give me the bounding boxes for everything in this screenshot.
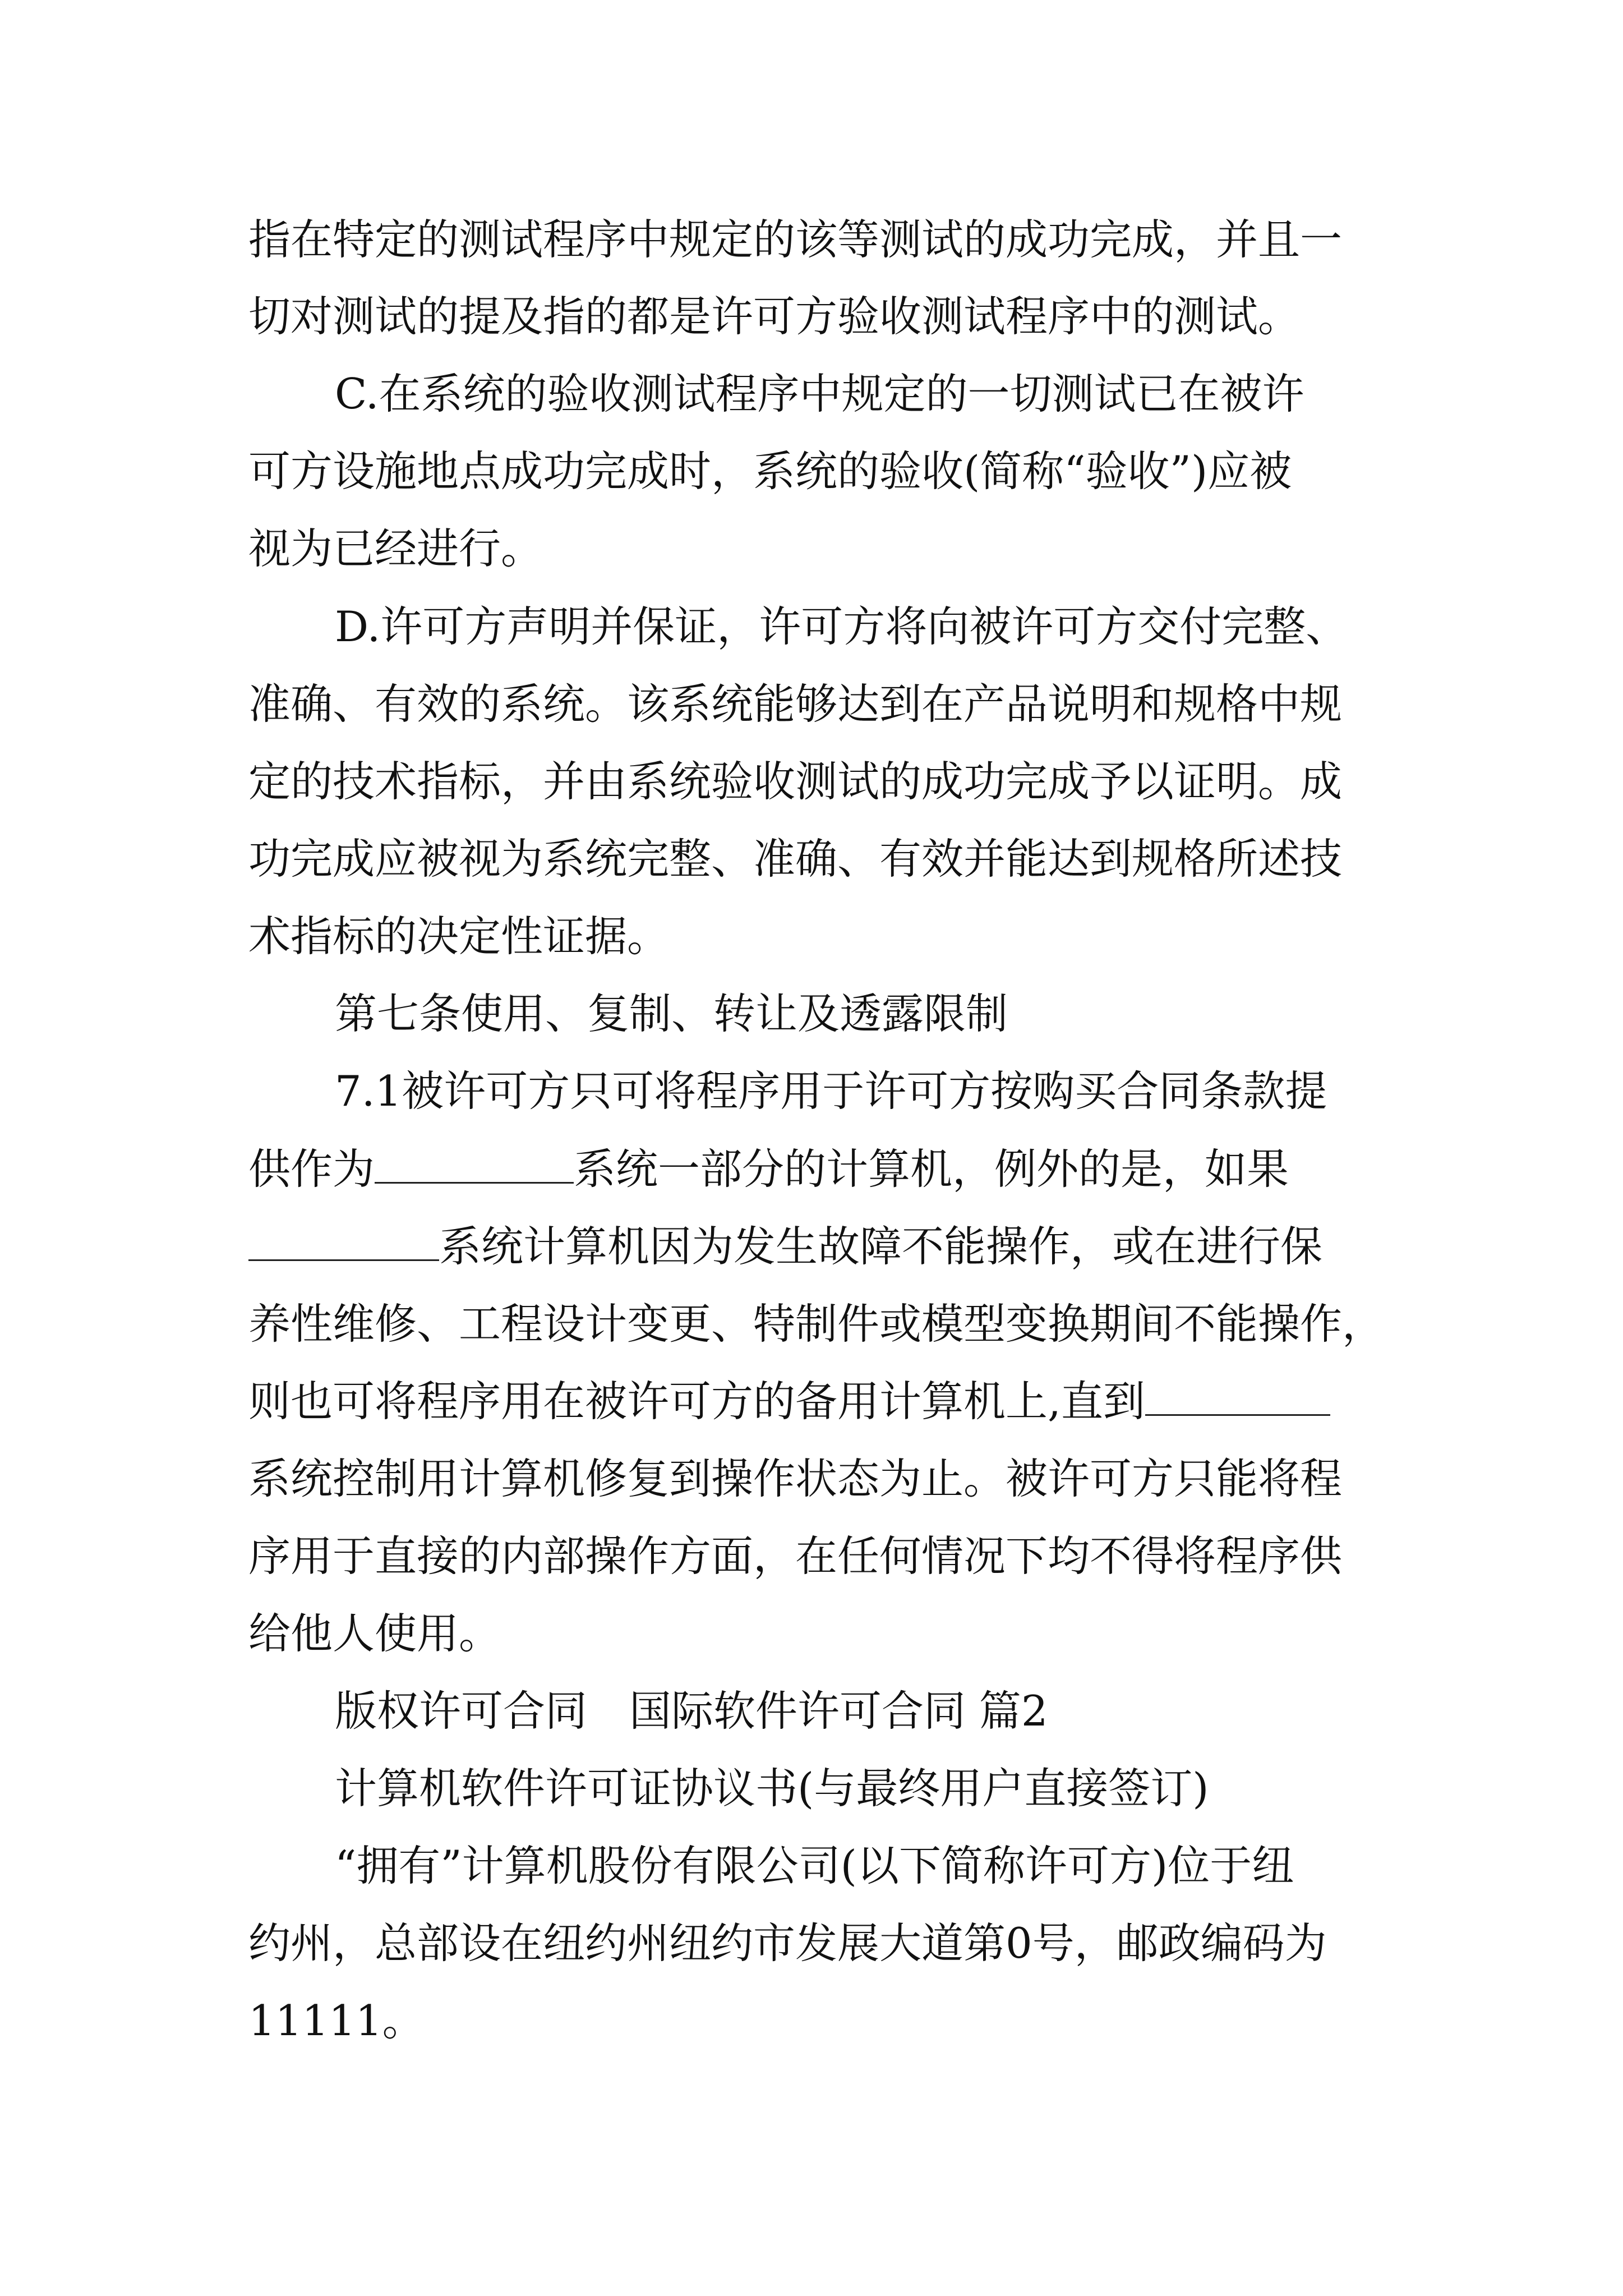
body-text-line: 养性维修、工程设计变更、特制件或模型变换期间不能操作， bbox=[248, 1299, 1385, 1349]
body-text-line: 给他人使用。 bbox=[248, 1609, 501, 1658]
body-text-line: 11111。 bbox=[248, 1996, 425, 2045]
paragraph-c-line: C.在系统的验收测试程序中规定的一切测试已在被许 bbox=[335, 369, 1304, 418]
fill-in-blank bbox=[248, 1225, 439, 1261]
body-text-segment: 系统计算机因为发生故障不能操作，或在进行保 bbox=[439, 1222, 1323, 1271]
body-text-line: 准确、有效的系统。该系统能够达到在产品说明和规格中规 bbox=[248, 679, 1343, 729]
body-text-line: 可方设施地点成功完成时，系统的验收(简称“验收”)应被 bbox=[248, 447, 1292, 496]
body-text-line-with-blank bbox=[248, 1141, 1289, 1197]
body-text-line: 序用于直接的内部操作方面，在任何情况下均不得将程序供 bbox=[248, 1531, 1343, 1581]
article-7-heading: 第七条使用、复制、转让及透露限制 bbox=[335, 989, 1008, 1038]
body-text-line: 功完成应被视为系统完整、准确、有效并能达到规格所述技 bbox=[248, 834, 1343, 884]
body-text-line: 切对测试的提及指的都是许可方验收测试程序中的测试。 bbox=[248, 292, 1301, 341]
body-text-line-with-blank bbox=[248, 1373, 1330, 1429]
body-text-line: 术指标的决定性证据。 bbox=[248, 912, 670, 961]
paragraph-d-line: D.许可方声明并保证，许可方将向被许可方交付完整、 bbox=[335, 602, 1348, 651]
body-text-segment: 系统一部分的计算机，例外的是，如果 bbox=[574, 1144, 1289, 1194]
body-text-line: 定的技术指标，并由系统验收测试的成功完成予以证明。成 bbox=[248, 757, 1343, 806]
body-text-line-with-blank bbox=[248, 1218, 1322, 1274]
body-text-segment: 供作为 bbox=[248, 1144, 375, 1194]
body-text-line: 系统控制用计算机修复到操作状态为止。被许可方只能将程 bbox=[248, 1454, 1343, 1503]
body-text-line: 指在特定的测试程序中规定的该等测试的成功完成，并且一 bbox=[248, 215, 1343, 264]
fill-in-blank bbox=[1145, 1379, 1330, 1416]
body-text-line: 约州，总部设在纽约州纽约市发展大道第0号，邮政编码为 bbox=[248, 1918, 1327, 1968]
body-text-line: “拥有”计算机股份有限公司(以下简称许可方)位于纽 bbox=[335, 1841, 1294, 1890]
fill-in-blank bbox=[375, 1147, 574, 1184]
body-text-segment: 则也可将程序用在被许可方的备用计算机上,直到 bbox=[248, 1377, 1145, 1426]
clause-7-1-line: 7.1被许可方只可将程序用于许可方按购买合同条款提 bbox=[335, 1066, 1327, 1116]
section-title: 版权许可合同 国际软件许可合同 篇2 bbox=[335, 1686, 1048, 1736]
agreement-title: 计算机软件许可证协议书(与最终用户直接签订) bbox=[335, 1764, 1209, 1813]
body-text-line: 视为已经进行。 bbox=[248, 524, 543, 573]
